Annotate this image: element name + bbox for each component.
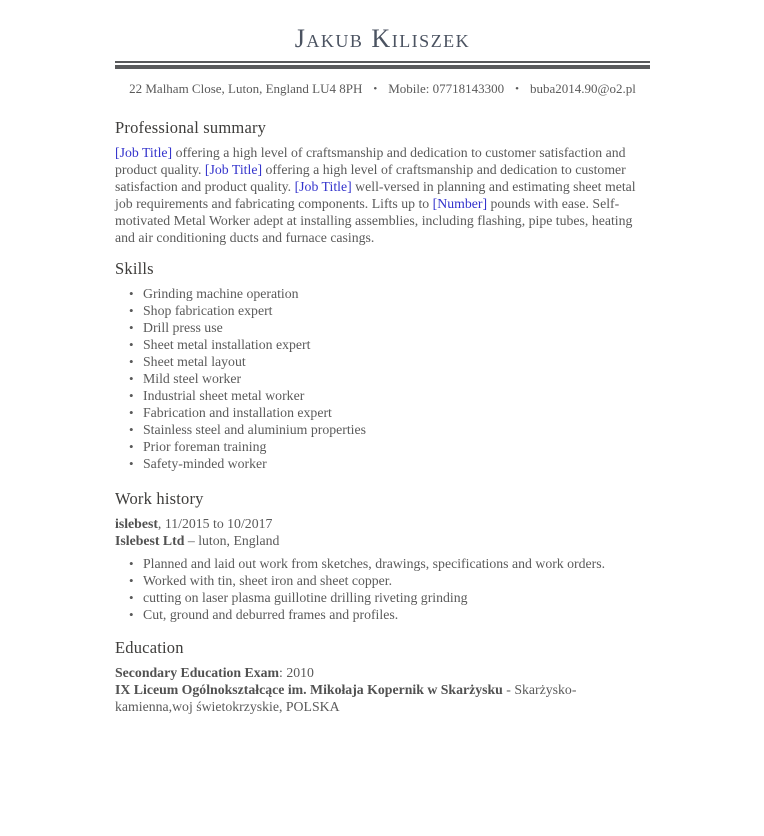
placeholder-field[interactable]: [Job Title]: [115, 145, 173, 160]
list-item: • Grinding machine operation: [143, 285, 650, 302]
text-segment: well-versed in planning and estimating sheet metal job requirements and fabricating components. Lifts up to: [115, 179, 636, 211]
divider-thin-line: [115, 61, 650, 63]
list-item: • Cut, ground and deburred frames and profiles.: [143, 606, 650, 623]
placeholder-field[interactable]: [Number]: [432, 196, 488, 211]
employment-dates-line: [115, 515, 650, 532]
candidate-name: Jakub Kiliszek: [294, 24, 471, 53]
text-segment: : 2010: [279, 665, 314, 680]
summary-section-title: Professional summary: [115, 118, 267, 137]
list-item: • Fabrication and installation expert: [143, 404, 650, 421]
divider-thick-line: [115, 65, 650, 69]
list-item: • Drill press use: [143, 319, 650, 336]
list-item: • Industrial sheet metal worker: [143, 387, 650, 404]
summary-paragraph: [115, 144, 650, 246]
text-segment: offering a high level of craftsmanship and dedication to customer satisfaction and product quality.: [115, 145, 626, 177]
text-segment: islebest: [115, 516, 158, 531]
text-segment: offering a high level of craftsmanship and dedication to customer satisfaction and product quality.: [115, 162, 626, 194]
list-item: • cutting on laser plasma guillotine drilling riveting grinding: [143, 589, 650, 606]
list-item: • Worked with tin, sheet iron and sheet copper.: [143, 572, 650, 589]
bullet-separator-icon: •: [373, 83, 378, 95]
section-work-history: [115, 489, 650, 623]
placeholder-field[interactable]: [Job Title]: [294, 179, 352, 194]
contact-address: 22 Malham Close, Luton, England LU4 8PH: [129, 81, 363, 96]
text-segment: Secondary Education Exam: [115, 665, 280, 680]
resume-header: [115, 24, 650, 97]
education-exam-line: [115, 664, 650, 681]
contact-line: [115, 81, 650, 97]
bullet-separator-icon: •: [515, 83, 520, 95]
list-item: • Shop fabrication expert: [143, 302, 650, 319]
education-section-title: Education: [115, 638, 184, 657]
list-item: • Sheet metal layout: [143, 353, 650, 370]
section-skills: [115, 259, 650, 472]
list-item: • Sheet metal installation expert: [143, 336, 650, 353]
work-history-section-title: Work history: [115, 489, 204, 508]
section-professional-summary: [115, 118, 650, 246]
work-duties-list: [115, 555, 650, 623]
section-education: [115, 638, 650, 715]
list-item: • Safety-minded worker: [143, 455, 650, 472]
text-segment: pounds with ease. Self-motivated Metal Worker adept at installing assemblies, including flashing, pipe tubes, heating and air conditioning ducts and furnace casings.: [115, 196, 633, 245]
contact-mobile: Mobile: 07718143300: [388, 81, 505, 96]
text-segment: Islebest Ltd: [115, 533, 185, 548]
education-school-line: [115, 681, 650, 715]
skills-list: [115, 285, 650, 472]
text-segment: – luton, England: [184, 533, 280, 548]
contact-email: buba2014.90@o2.pl: [530, 81, 636, 96]
placeholder-field[interactable]: [Job Title]: [204, 162, 263, 177]
list-item: • Planned and laid out work from sketches, drawings, specifications and work orders.: [143, 555, 650, 572]
education-entry: [115, 664, 650, 715]
text-segment: , 11/2015 to 10/2017: [157, 516, 273, 531]
text-segment: - Skarżysko-kamienna,woj świetokrzyskie, POLSKA: [115, 682, 577, 714]
work-history-entry: [115, 515, 650, 623]
list-item: • Mild steel worker: [143, 370, 650, 387]
list-item: • Stainless steel and aluminium properties: [143, 421, 650, 438]
employer-location-line: [115, 532, 650, 549]
list-item: • Prior foreman training: [143, 438, 650, 455]
text-segment: IX Liceum Ogólnokształcące im. Mikołaja Kopernik w Skarżysku: [115, 682, 503, 697]
header-divider: [115, 61, 650, 69]
skills-section-title: Skills: [115, 259, 154, 278]
